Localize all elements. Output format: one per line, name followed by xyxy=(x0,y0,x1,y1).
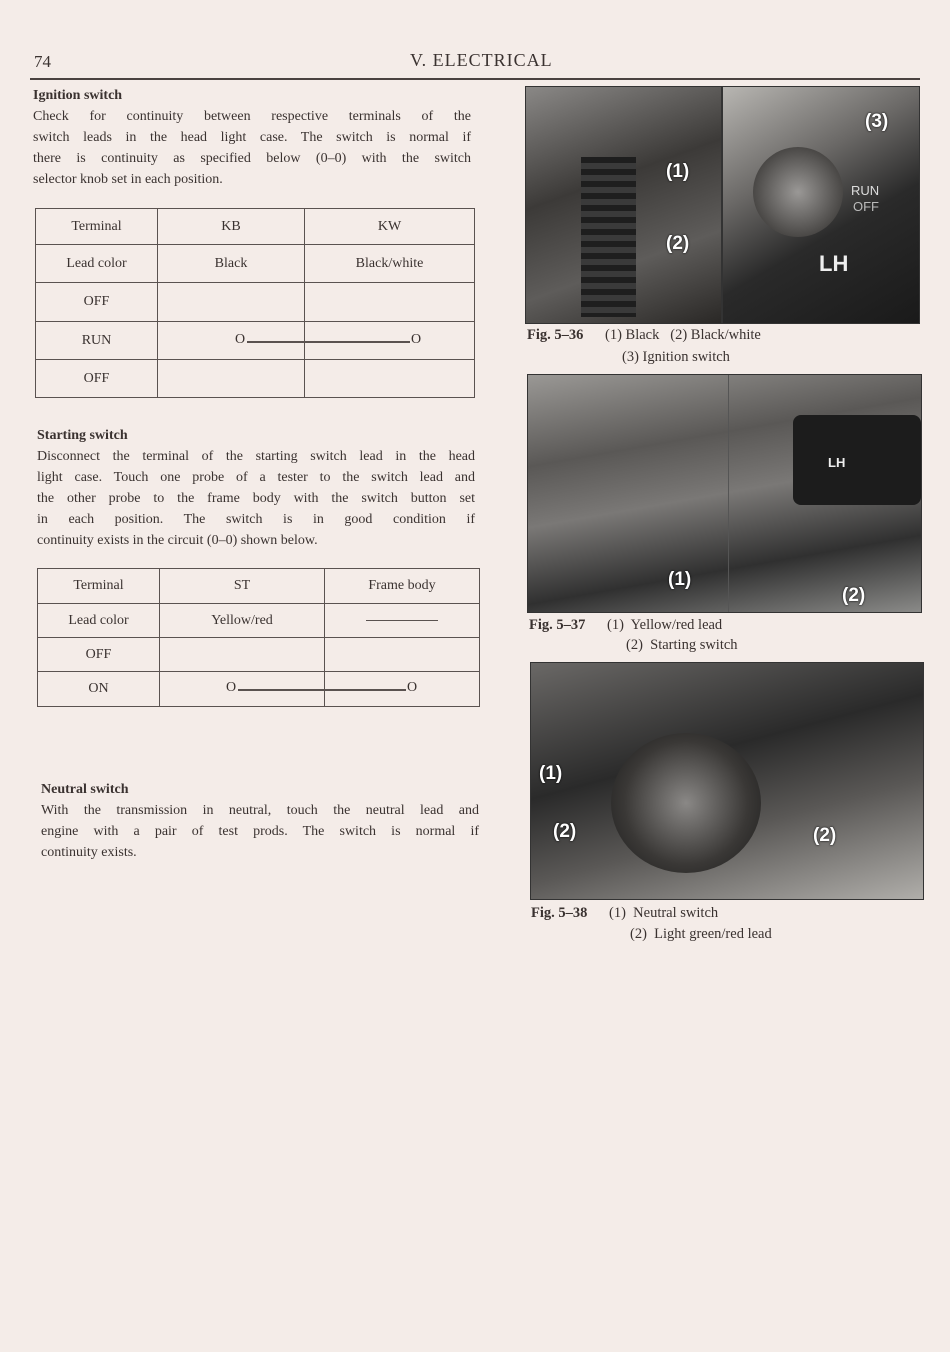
switch-housing-graphic xyxy=(793,415,921,505)
row-off: OFF xyxy=(38,638,160,672)
fig38-photo xyxy=(530,662,924,900)
starting-line-1: Disconnect the terminal of the starting switch lead in the head xyxy=(37,449,475,464)
lead-black: Black xyxy=(158,245,305,283)
row-run: RUN xyxy=(36,322,158,360)
terminal-label: Terminal xyxy=(38,569,160,604)
chapter-title: V. ELECTRICAL xyxy=(410,50,553,70)
fig36-callout-3: (3) xyxy=(865,111,889,132)
cell-empty xyxy=(305,360,475,398)
terminal-kb: KB xyxy=(158,209,305,245)
page-number: 74 xyxy=(34,52,51,71)
continuity-node-left: O xyxy=(235,332,246,347)
fig38-caption xyxy=(531,905,718,922)
lead-color-label: Lead color xyxy=(38,604,160,638)
fig36-caption-line2: (3) Ignition switch xyxy=(622,349,730,365)
fig37-callout-2: (2) xyxy=(842,585,866,606)
cell-empty xyxy=(158,360,305,398)
starting-heading: Starting switch xyxy=(37,428,128,443)
starting-line-5: continuity exists in the circuit (0–0) shown below. xyxy=(37,533,318,548)
fig37-photo xyxy=(527,374,922,613)
fig36-caption-line1: (1) Black (2) Black/white xyxy=(605,327,761,343)
ignition-continuity-table xyxy=(35,208,475,398)
lead-frame-dash xyxy=(325,604,480,638)
fig37-caption-line2: (2) Starting switch xyxy=(626,637,738,653)
neutral-line-2: engine with a pair of test prods. The switch is normal if xyxy=(41,824,479,839)
starting-line-3: the other probe to the frame body with the switch button set xyxy=(37,491,475,506)
neutral-paragraph xyxy=(41,800,479,863)
neutral-heading: Neutral switch xyxy=(41,782,129,797)
ignition-line-4: selector knob set in each position. xyxy=(33,172,223,187)
switch-off-label: OFF xyxy=(853,199,879,214)
neutral-line-3: continuity exists. xyxy=(41,845,137,860)
ignition-line-1: Check for continuity between respective terminals of the xyxy=(33,109,471,124)
fig36-caption xyxy=(527,327,761,344)
fig36-number: Fig. 5–36 xyxy=(527,327,584,343)
fig38-number: Fig. 5–38 xyxy=(531,905,588,921)
lead-yellow-red: Yellow/red xyxy=(160,604,325,638)
terminal-frame-body: Frame body xyxy=(325,569,480,604)
continuity-line xyxy=(238,689,406,691)
sprocket-graphic xyxy=(611,733,761,873)
fig36-photo-right xyxy=(722,86,920,324)
switch-run-label: RUN xyxy=(851,183,880,198)
header-rule xyxy=(30,78,920,80)
continuity-line xyxy=(247,341,410,343)
starting-line-2: light case. Touch one probe of a tester to the switch lead and xyxy=(37,470,475,485)
ignition-line-2: switch leads in the head light case. The switch is normal if xyxy=(33,130,471,145)
row-off-1: OFF xyxy=(36,283,158,322)
fork-boot-graphic xyxy=(581,157,636,317)
neutral-line-1: With the transmission in neutral, touch the neutral lead and xyxy=(41,803,479,818)
terminal-kw: KW xyxy=(305,209,475,245)
fig36-callout-2: (2) xyxy=(666,233,690,254)
lead-black-white: Black/white xyxy=(305,245,475,283)
cell-empty xyxy=(158,283,305,322)
starting-line-4: in each position. The switch is in good condition if xyxy=(37,512,475,527)
fig37-caption-line1: (1) Yellow/red lead xyxy=(607,617,723,633)
ignition-heading: Ignition switch xyxy=(33,88,123,103)
fig36-callout-1: (1) xyxy=(666,161,690,182)
ignition-paragraph xyxy=(33,106,471,190)
fig37-left-pane xyxy=(528,375,729,612)
ignition-knob-graphic xyxy=(753,147,843,237)
switch-lh-label: LH xyxy=(819,251,849,276)
fig38-callout-2b: (2) xyxy=(813,825,837,846)
fig38-callout-1: (1) xyxy=(539,763,563,784)
fig36-photo-left xyxy=(525,86,722,324)
fig38-caption-line2: (2) Light green/red lead xyxy=(630,926,772,942)
ignition-line-3: there is continuity as specified below (0–0) with the switch xyxy=(33,151,471,166)
fig38-callout-2a: (2) xyxy=(553,821,577,842)
fig37-number: Fig. 5–37 xyxy=(529,617,586,633)
cell-empty xyxy=(325,638,480,672)
fig37-caption xyxy=(529,617,722,634)
lead-color-label: Lead color xyxy=(36,245,158,283)
terminal-label: Terminal xyxy=(36,209,158,245)
starting-paragraph xyxy=(37,446,475,551)
fig38-caption-line1: (1) Neutral switch xyxy=(609,905,719,921)
fig37-callout-1: (1) xyxy=(668,569,692,590)
continuity-node-left: O xyxy=(226,680,237,695)
cell-empty xyxy=(160,638,325,672)
row-on: ON xyxy=(38,672,160,707)
row-off-2: OFF xyxy=(36,360,158,398)
continuity-node-right: O xyxy=(411,332,422,347)
terminal-st: ST xyxy=(160,569,325,604)
continuity-node-right: O xyxy=(407,680,418,695)
switch-lh-label: LH xyxy=(828,455,846,470)
cell-empty xyxy=(305,283,475,322)
